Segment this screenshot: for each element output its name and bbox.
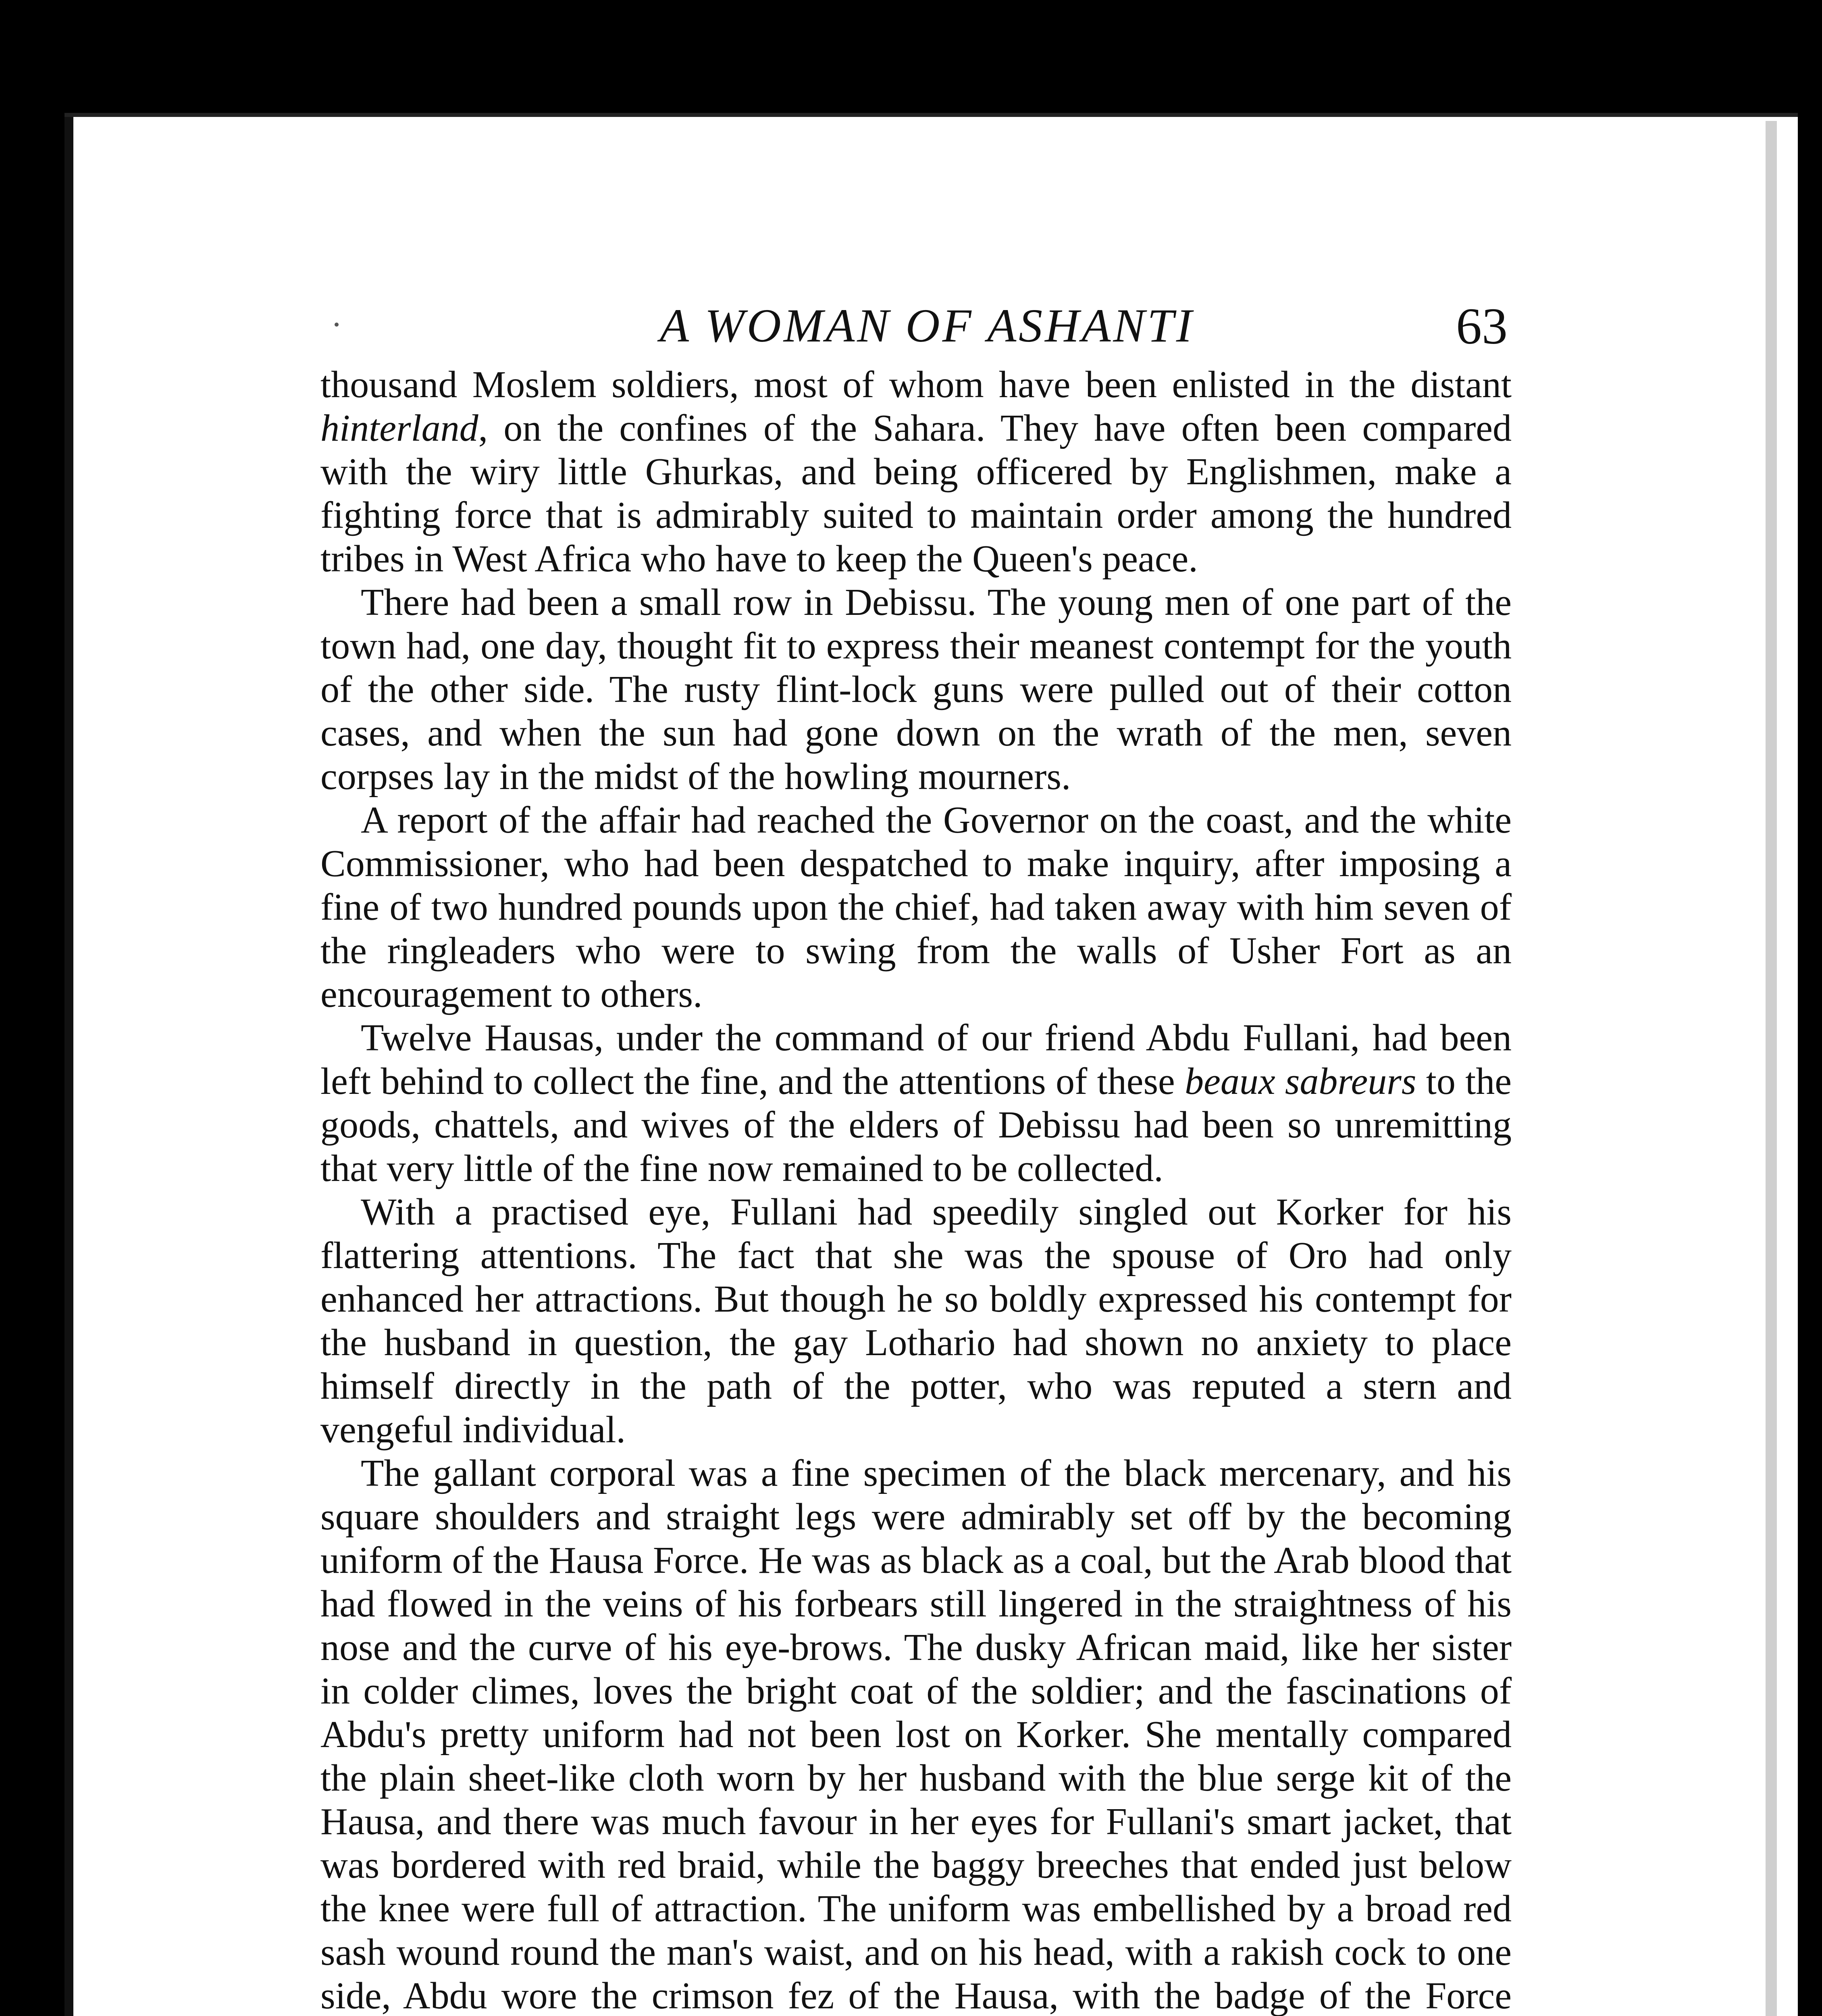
page-number: 63: [1456, 298, 1508, 355]
paragraph: There had been a small row in Debissu. The young men of one part of the town had, one day, thought fit to express their meanest contempt for the youth of the other side. The rusty flint-lock guns were pulled out of their cotton cases, and when the sun had gone down on the wrath of the men, seven corpses lay in the midst of the howling mourners.: [320, 581, 1512, 798]
page-right-edge: [1766, 121, 1777, 2016]
paragraph: A report of the affair had reached the Governor on the coast, and the white Commissioner, who had been despatched to make inquiry, after imposing a fine of two hundred pounds upon the chief, had taken away with him seven of the ringleaders who were to swing from the walls of Usher Fort as an encouragement to others.: [320, 799, 1512, 1015]
paragraph: With a practised eye, Fullani had speedily singled out Korker for his flattering attentions. The fact that she was the spouse of Oro had only enhanced her attractions. But though he so boldly expressed his contempt for the husband in question, the gay Lothario had shown no anxiety to place himself directly in the path of the potter, who was reputed a stern and vengeful individual.: [320, 1191, 1512, 1451]
paragraph: thousand Moslem soldiers, most of whom have been enlisted in the distant hinterland, on the confines of the Sahara. They have often been compared with the wiry little Ghurkas, and being officered by Englishmen, make a fighting force that is admirably suited to maintain order among the hundred tribes in West Africa who have to keep the Queen's peace.: [320, 364, 1512, 580]
running-title: A WOMAN OF ASHANTI: [659, 299, 1195, 352]
page-top-edge: [64, 113, 1798, 117]
paragraph: Twelve Hausas, under the command of our friend Abdu Fullani, had been left behind to collect the fine, and the attentions of these beaux sabreurs to the goods, chattels, and wives of the elders of Debissu had been so unremitting that very little of the fine now remained to be collected.: [320, 1017, 1512, 1189]
page-gutter-edge: [64, 113, 73, 2016]
body-text: [320, 363, 1512, 2016]
page-header: [322, 298, 1532, 355]
paragraph: The gallant corporal was a fine specimen of the black mercenary, and his square shoulders and straight legs were admirably set off by the becoming uniform of the Hausa Force. He was as black as a coal, but the Arab blood that had flowed in the veins of his forbears still lingered in the straightness of his nose and the curve of his eye-brows. The dusky African maid, like her sister in colder climes, loves the bright coat of the soldier; and the fascinations of Abdu's pretty uniform had not been lost on Korker. She mentally compared the plain sheet-like cloth worn by her husband with the blue serge kit of the Hausa, and there was much favour in her eyes for Fullani's smart jacket, that was bordered with red braid, while the baggy breeches that ended just below the knee were full of attraction. The uniform was embellished by a broad red sash wound round the man's waist, and on his head, with a rakish cock to one side, Abdu wore the crimson fez of the Hausa, with the badge of the Force: [320, 1452, 1512, 2016]
